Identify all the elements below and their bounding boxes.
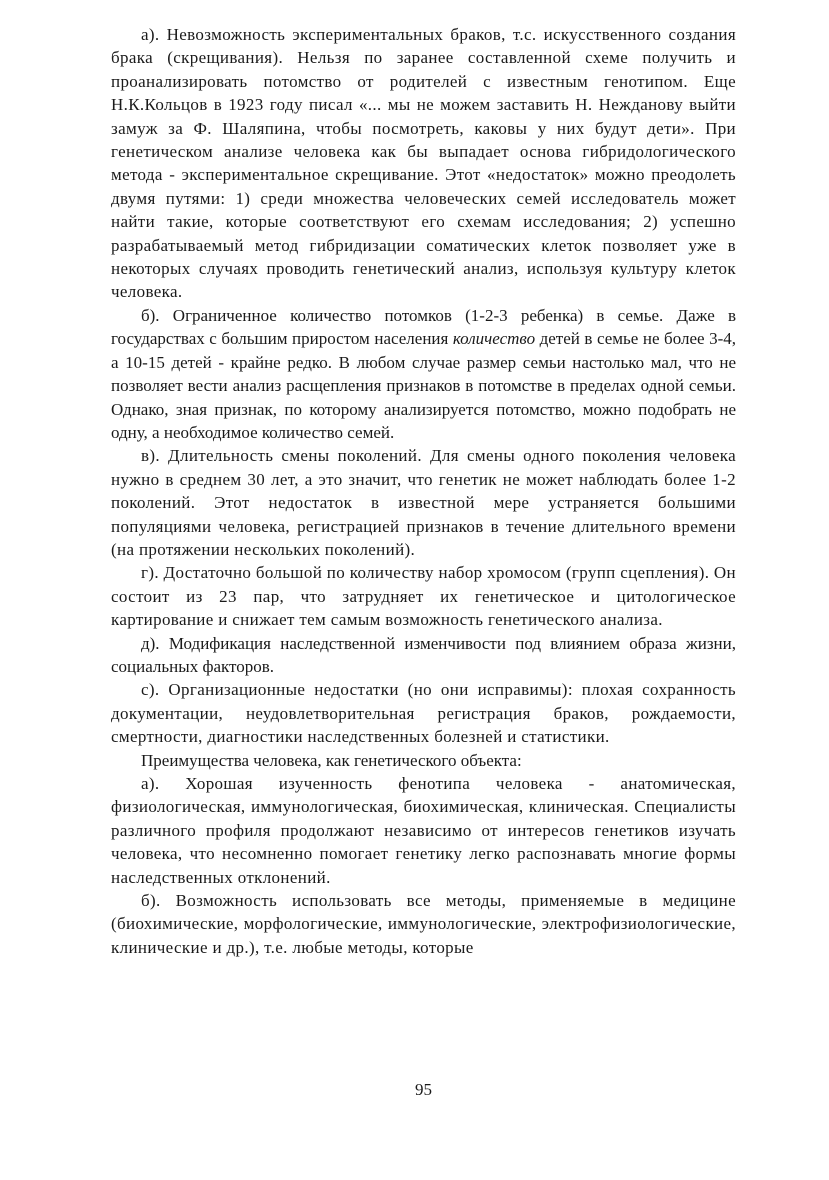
paragraph-text: а). Невозможность экспериментальных браков, т.с. искусственного создания брака (скрещивания). Нельзя по заранее составленной схеме получить и проанализировать потомство от родителей с известным генотипом. Еще Н.К.Кольцов в 1923 году писал «... мы не можем заставить Н. Нежданову выйти замуж за Ф. Шаляпина, чтобы посмотреть, каковы у них будут дети». При генетическом анализе человека как бы выпадает основа гибридологического метода - экспериментальное скрещивание. Этот «недостаток» можно преодолеть двумя путями: 1) среди множества человеческих семей исследователь может найти такие, которые соответствуют его схемам исследования; 2) успешно разрабатываемый метод гибридизации соматических клеток позволяет уже в некоторых случаях проводить генетический анализ, используя культуру клеток человека. (111, 25, 736, 302)
paragraph-a-experimental-marriages (111, 23, 736, 304)
paragraph-g-chromosome-set (111, 561, 736, 631)
paragraph-b-methods (111, 889, 736, 959)
paragraph-text: с). Организационные недостатки (но они исправимы): плохая сохранность документации, неудовлетворительная регистрация браков, рождаемости, смертности, диагностики наследственных болезней и статистики. (111, 680, 736, 747)
page-number: 95 (415, 1080, 432, 1099)
paragraph-a-phenotype (111, 772, 736, 889)
paragraph-v-generation-time (111, 444, 736, 561)
heading-text: Преимущества человека, как генетического объекта: (141, 750, 522, 770)
paragraph-d-modification (111, 632, 736, 679)
paragraph-text: в). Длительность смены поколений. Для смены одного поколения человека нужно в среднем 30 лет, а это значит, что генетик не может наблюдать более 1-2 поколений. Этот недостаток в известной мере устраняется большими популяциями человека, регистрацией признаков в течение длительного времени (на протяжении нескольких поколений). (111, 446, 736, 559)
paragraph-text: г). Достаточно большой по количеству набор хромосом (групп сцепления). Он состоит из 23 пар, что затрудняет их генетическое и цитологическое картирование и снижает тем самым возможность генетического анализа. (111, 563, 736, 630)
paragraph-b-limited-offspring (111, 304, 736, 444)
paragraph-text-continued: детей в семье не более 3-4, а 10-15 детей - крайне редко. В любом случае размер семьи настолько мал, что не позволяет вести анализ расщепления признаков в потомстве в пределах одной семьи. Однако, зная признак, по которому анализируется потомство, можно подобрать не одну, а необходимое количество семей. (111, 329, 737, 442)
paragraph-text: б). Возможность использовать все методы, применяемые в медицине (биохимические, морфологические, иммунологические, электрофизиологические, клинические и др.), т.е. любые методы, которые (111, 891, 736, 957)
paragraph-text: д). Модификация наследственной изменчивости под влиянием образа жизни, социальных факторов. (111, 633, 736, 676)
italic-term: количество (452, 329, 536, 349)
advantages-heading (111, 749, 736, 772)
paragraph-text: а). Хорошая изученность фенотипа человека - анатомическая, физиологическая, иммунологическая, биохимическая, клиническая. Специалисты различного профиля продолжают независимо от интересов генетиков изучать человека, что несомненно помогает генетику легко распознавать многие формы наследственных отклонений. (111, 774, 736, 887)
paragraph-s-organizational (111, 678, 736, 748)
paragraph-text: б). Ограниченное количество потомков (1-2-3 ребенка) в семье. Даже в государствах с большим приростом населения (111, 305, 736, 349)
document-page (111, 23, 736, 1143)
